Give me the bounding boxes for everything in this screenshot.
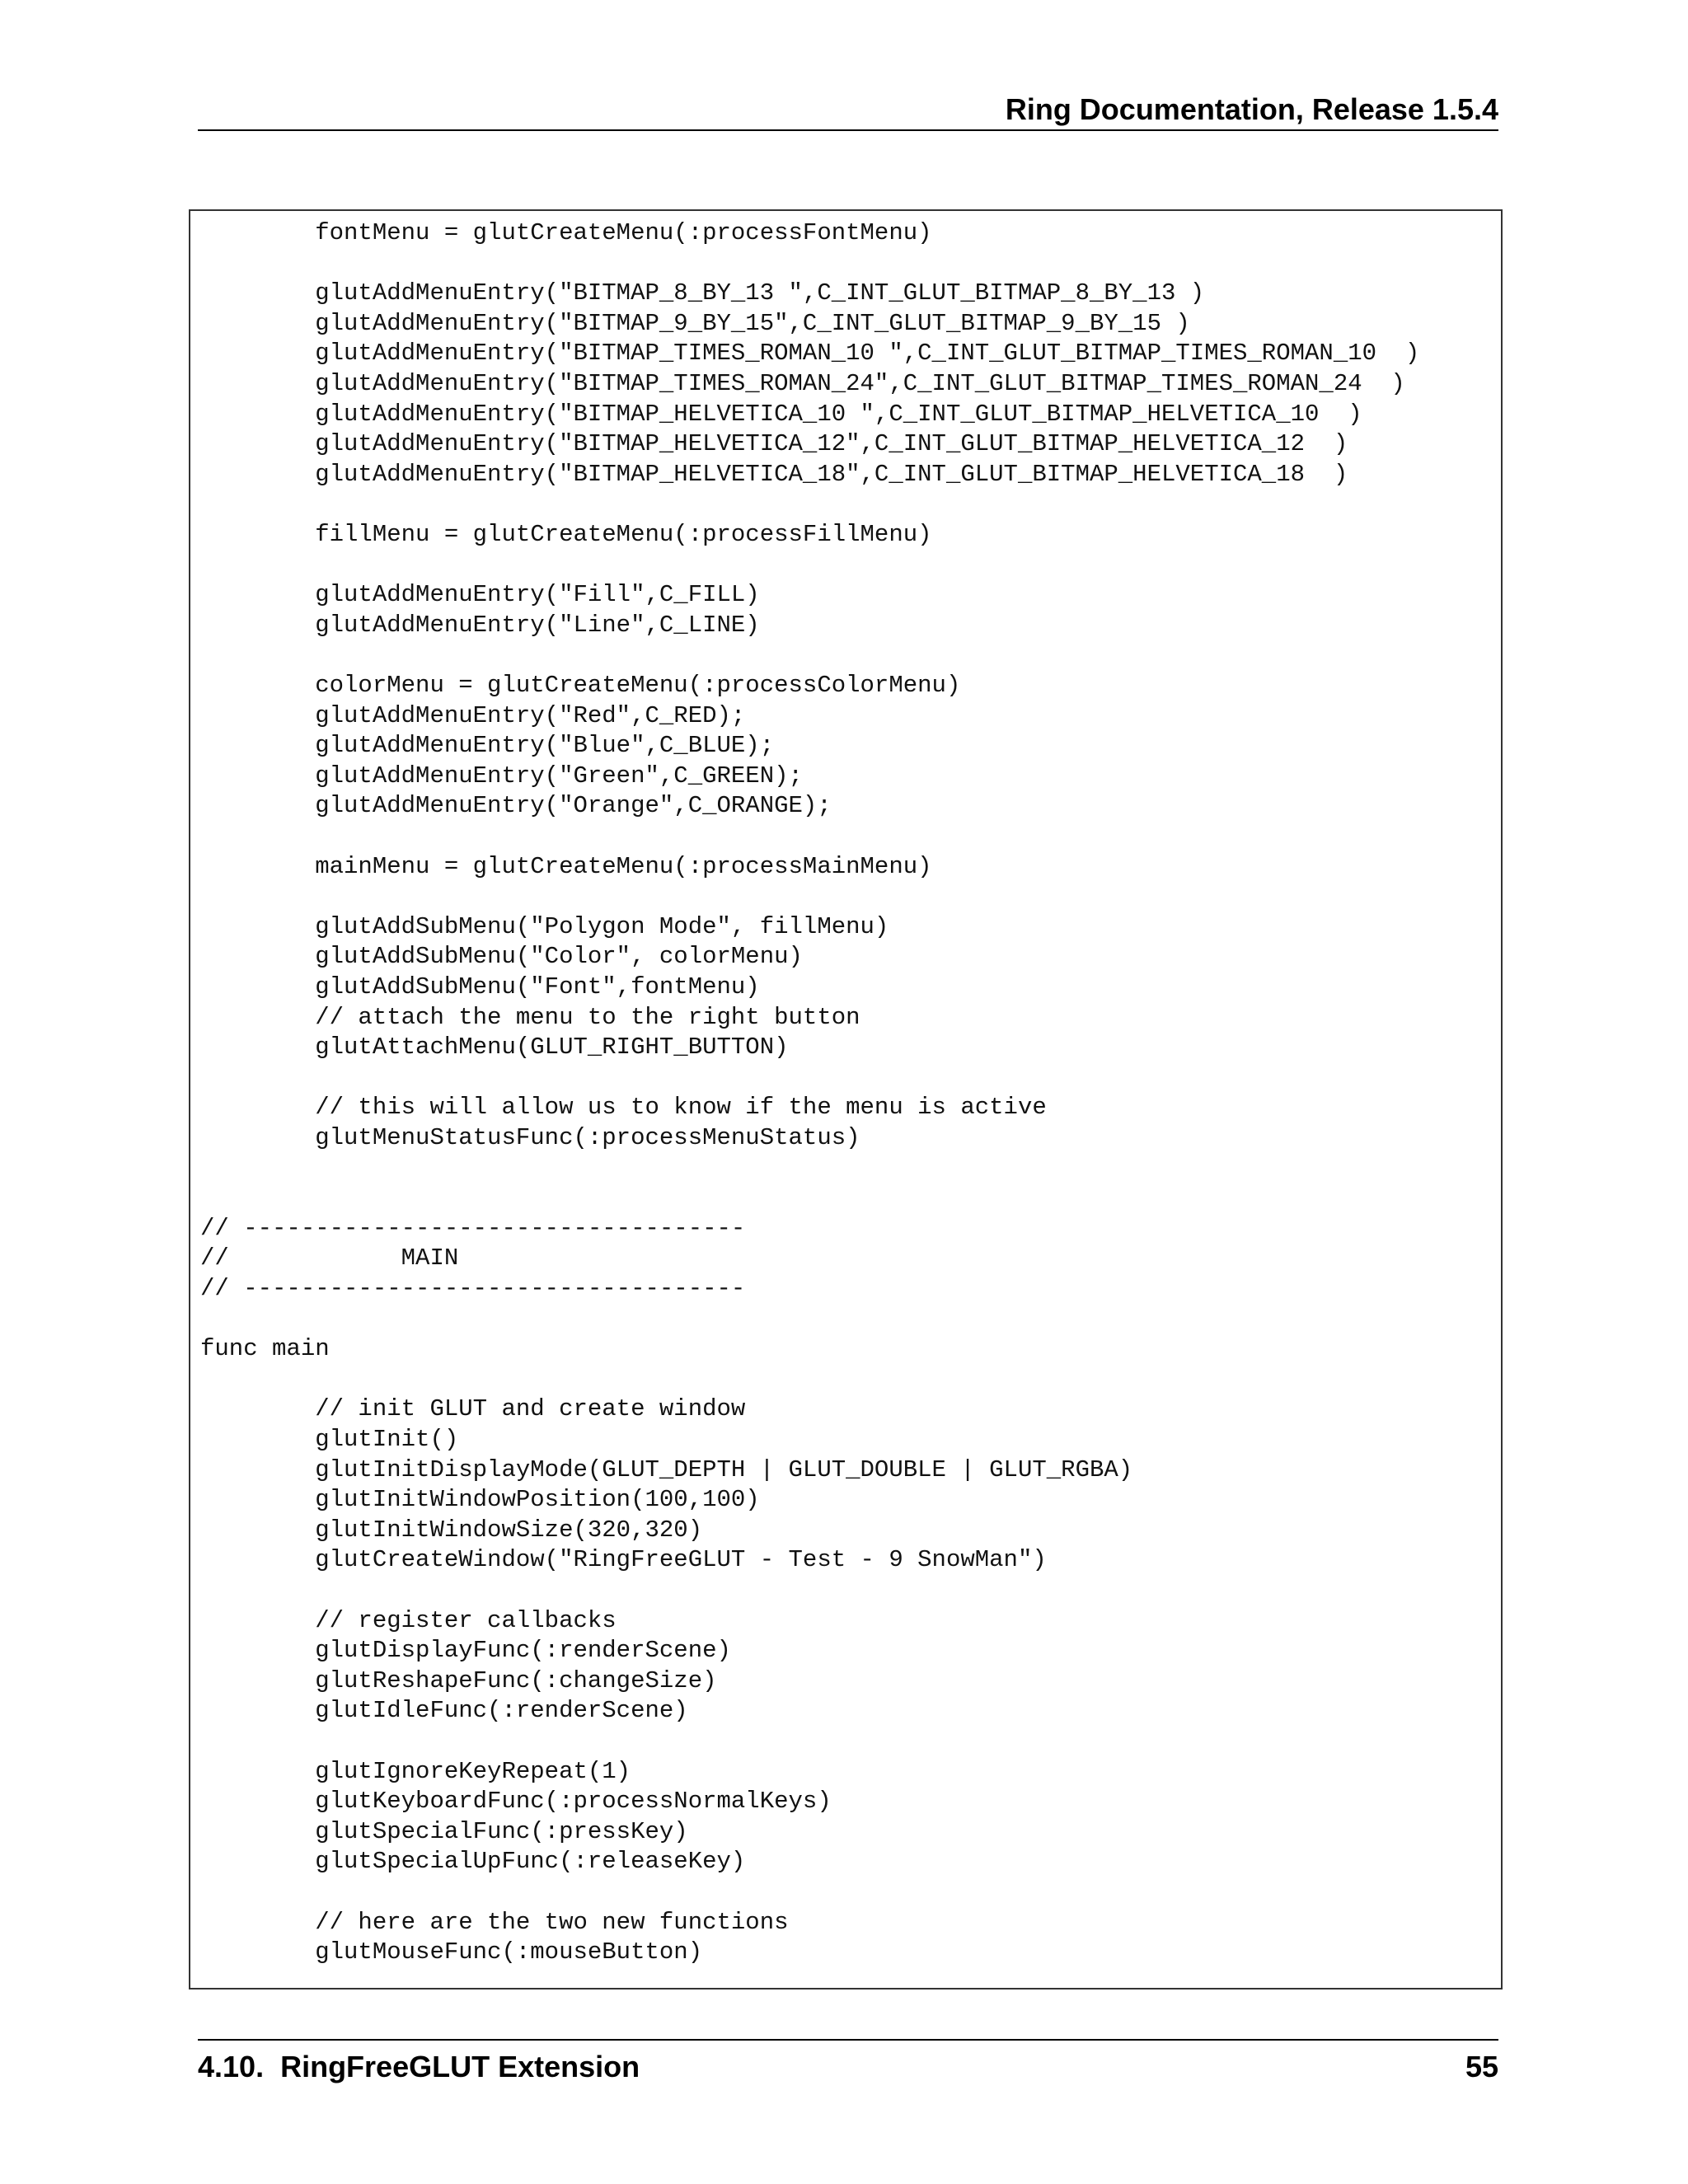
code-line: // init GLUT and create window — [200, 1395, 746, 1423]
code-line: glutAddMenuEntry("BITMAP_TIMES_ROMAN_24",C_INT_GLUT_BITMAP_TIMES_ROMAN_24 ) — [200, 370, 1405, 397]
code-line: glutInit() — [200, 1426, 459, 1453]
code-line: // ----------------------------------- — [200, 1214, 746, 1242]
code-line: fontMenu = glutCreateMenu(:processFontMenu) — [200, 219, 932, 246]
code-line: // attach the menu to the right button — [200, 1003, 860, 1031]
code-line: glutAddMenuEntry("Green",C_GREEN); — [200, 762, 803, 790]
header-divider — [198, 129, 1498, 131]
footer-section-title: 4.10. RingFreeGLUT Extension — [198, 2050, 640, 2083]
code-line: glutReshapeFunc(:changeSize) — [200, 1666, 717, 1694]
code-line: glutAddMenuEntry("BITMAP_8_BY_13 ",C_INT_GLUT_BITMAP_8_BY_13 ) — [200, 279, 1205, 307]
code-line: func main — [200, 1335, 330, 1363]
code-line: glutAddMenuEntry("BITMAP_HELVETICA_18",C_INT_GLUT_BITMAP_HELVETICA_18 ) — [200, 460, 1348, 488]
code-line: glutAddMenuEntry("BITMAP_HELVETICA_10 ",C_INT_GLUT_BITMAP_HELVETICA_10 ) — [200, 400, 1362, 428]
code-line: glutAddSubMenu("Font",fontMenu) — [200, 973, 760, 1001]
code-line: glutMouseFunc(:mouseButton) — [200, 1938, 703, 1966]
code-line: glutAddSubMenu("Color", colorMenu) — [200, 943, 803, 971]
code-line: glutAddMenuEntry("BITMAP_HELVETICA_12",C_INT_GLUT_BITMAP_HELVETICA_12 ) — [200, 430, 1348, 458]
footer-divider — [198, 2039, 1498, 2041]
code-line: glutAddMenuEntry("Orange",C_ORANGE); — [200, 792, 832, 820]
code-line: glutAddMenuEntry("Line",C_LINE) — [200, 611, 760, 639]
code-line: glutInitWindowSize(320,320) — [200, 1516, 703, 1544]
code-line: glutAddMenuEntry("BITMAP_TIMES_ROMAN_10 ",C_INT_GLUT_BITMAP_TIMES_ROMAN_10 ) — [200, 340, 1420, 368]
footer-page-number: 55 — [1465, 2050, 1498, 2083]
page-header-title: Ring Documentation, Release 1.5.4 — [1005, 92, 1498, 126]
code-line: glutIdleFunc(:renderScene) — [200, 1697, 688, 1725]
code-line: glutAddMenuEntry("Blue",C_BLUE); — [200, 732, 775, 760]
code-line: glutSpecialUpFunc(:releaseKey) — [200, 1848, 746, 1876]
code-block — [189, 209, 1503, 1990]
code-line: fillMenu = glutCreateMenu(:processFillMenu) — [200, 521, 932, 548]
code-line: // MAIN — [200, 1244, 459, 1272]
code-line: glutKeyboardFunc(:processNormalKeys) — [200, 1788, 832, 1816]
code-line: glutCreateWindow("RingFreeGLUT - Test - 9 SnowMan") — [200, 1546, 1047, 1574]
code-line: glutMenuStatusFunc(:processMenuStatus) — [200, 1124, 860, 1151]
code-line: glutAddSubMenu("Polygon Mode", fillMenu) — [200, 912, 889, 940]
code-line: glutAttachMenu(GLUT_RIGHT_BUTTON) — [200, 1033, 789, 1062]
code-line: glutInitWindowPosition(100,100) — [200, 1486, 760, 1514]
code-line: glutAddMenuEntry("BITMAP_9_BY_15",C_INT_GLUT_BITMAP_9_BY_15 ) — [200, 309, 1190, 337]
code-line: glutAddMenuEntry("Fill",C_FILL) — [200, 581, 760, 609]
code-line: glutIgnoreKeyRepeat(1) — [200, 1757, 631, 1785]
code-line: // register callbacks — [200, 1606, 617, 1634]
code-line: mainMenu = glutCreateMenu(:processMainMenu) — [200, 852, 932, 880]
code-line: glutInitDisplayMode(GLUT_DEPTH | GLUT_DOUBLE | GLUT_RGBA) — [200, 1455, 1133, 1483]
code-line: glutDisplayFunc(:renderScene) — [200, 1637, 731, 1665]
code-line: // here are the two new functions — [200, 1908, 789, 1936]
code-line: // ----------------------------------- — [200, 1275, 746, 1302]
code-line: glutAddMenuEntry("Red",C_RED); — [200, 701, 746, 729]
code-line: glutSpecialFunc(:pressKey) — [200, 1817, 688, 1845]
code-line: // this will allow us to know if the menu is active — [200, 1094, 1047, 1122]
code-line: colorMenu = glutCreateMenu(:processColorMenu) — [200, 672, 961, 699]
